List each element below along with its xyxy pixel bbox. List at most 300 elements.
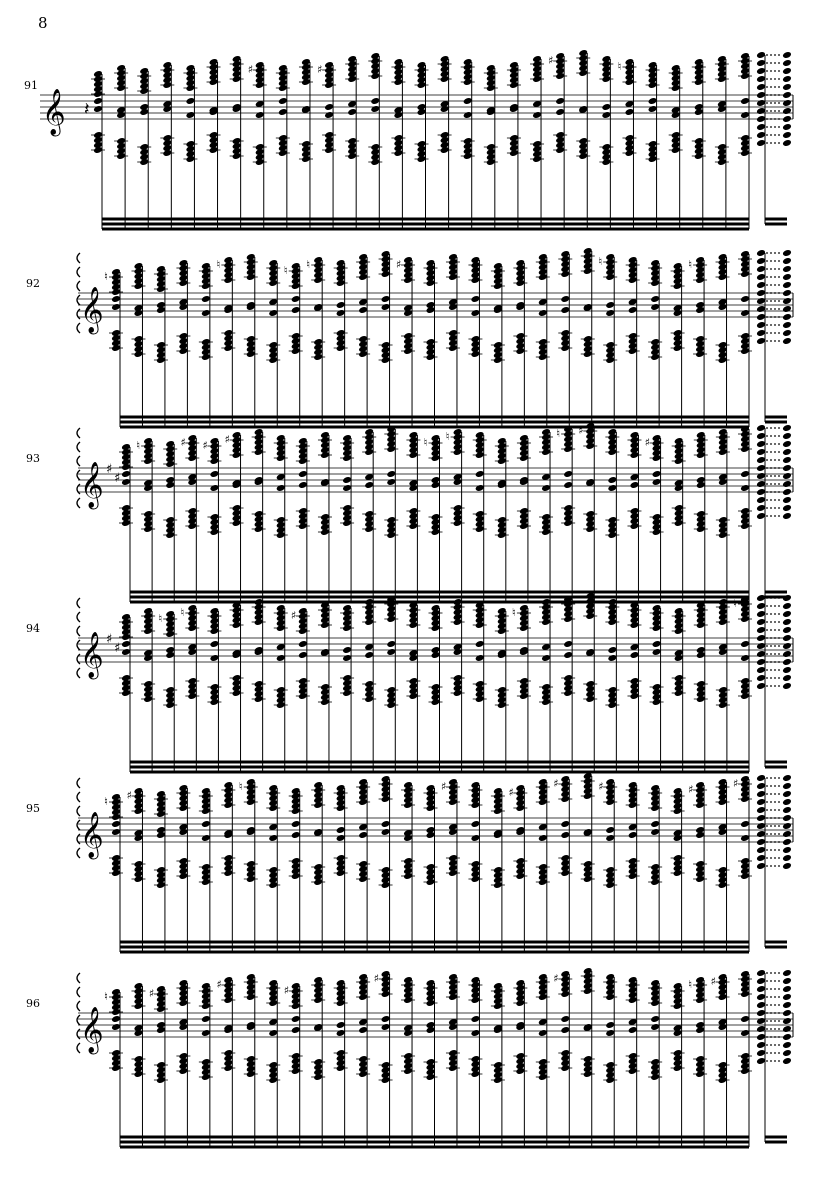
notehead xyxy=(782,1049,792,1057)
augmentation-dot xyxy=(766,268,768,270)
augmentation-dot xyxy=(766,324,768,326)
augmentation-dot xyxy=(766,653,768,655)
augmentation-dot xyxy=(770,78,772,80)
augmentation-dot xyxy=(770,677,772,679)
notehead xyxy=(756,650,766,658)
augmentation-dot xyxy=(766,637,768,639)
augmentation-dot xyxy=(778,1060,780,1062)
notehead xyxy=(756,504,766,512)
notehead xyxy=(740,484,750,492)
notehead xyxy=(475,640,485,648)
augmentation-dot xyxy=(766,1036,768,1038)
augmentation-dot xyxy=(778,332,780,334)
notehead xyxy=(381,828,391,836)
notehead xyxy=(782,806,792,814)
augmentation-dot xyxy=(770,653,772,655)
notehead xyxy=(541,654,551,662)
augmentation-dot xyxy=(770,785,772,787)
augmentation-dot xyxy=(770,1044,772,1046)
notehead xyxy=(324,111,334,119)
notehead xyxy=(756,273,766,281)
notehead xyxy=(121,648,131,656)
notehead xyxy=(782,626,792,634)
augmentation-dot xyxy=(774,70,776,72)
augmentation-dot xyxy=(778,801,780,803)
augmentation-dot xyxy=(770,865,772,867)
notehead xyxy=(276,484,286,492)
notehead xyxy=(111,820,121,828)
notehead xyxy=(756,123,766,131)
augmentation-dot xyxy=(770,94,772,96)
notehead xyxy=(201,820,211,828)
notehead xyxy=(756,1017,766,1025)
notehead xyxy=(756,658,766,666)
notehead xyxy=(756,822,766,830)
notehead xyxy=(628,1026,638,1034)
natural-icon: ♮ xyxy=(104,270,108,283)
notehead xyxy=(782,838,792,846)
treble-clef-icon: 𝄞 xyxy=(80,1007,104,1053)
augmentation-dot xyxy=(774,467,776,469)
notehead xyxy=(652,648,662,656)
notehead xyxy=(740,1015,750,1023)
notehead xyxy=(650,1023,660,1031)
notehead xyxy=(782,674,792,682)
notehead xyxy=(563,470,573,478)
notehead xyxy=(782,618,792,626)
notehead xyxy=(756,774,766,782)
notehead xyxy=(756,642,766,650)
sharp-icon: ♯ xyxy=(180,436,186,449)
augmentation-dot xyxy=(774,443,776,445)
notehead xyxy=(756,1025,766,1033)
augmentation-dot xyxy=(770,817,772,819)
augmentation-dot xyxy=(770,793,772,795)
notehead xyxy=(782,610,792,618)
notehead xyxy=(782,594,792,602)
augmentation-dot xyxy=(770,1012,772,1014)
augmentation-dot xyxy=(774,801,776,803)
augmentation-dot xyxy=(766,260,768,262)
augmentation-dot xyxy=(766,86,768,88)
augmentation-dot xyxy=(774,435,776,437)
augmentation-dot xyxy=(774,1036,776,1038)
notehead xyxy=(358,831,368,839)
augmentation-dot xyxy=(778,677,780,679)
notehead xyxy=(782,432,792,440)
augmentation-dot xyxy=(766,677,768,679)
measure-number: 93 xyxy=(26,452,40,465)
beam xyxy=(120,941,749,944)
augmentation-dot xyxy=(766,621,768,623)
augmentation-dot xyxy=(778,1004,780,1006)
augmentation-dot xyxy=(778,340,780,342)
sharp-icon: ♯ xyxy=(548,54,554,67)
notehead xyxy=(756,1057,766,1065)
notehead xyxy=(342,484,352,492)
augmentation-dot xyxy=(774,110,776,112)
notehead xyxy=(740,820,750,828)
treble-clef-icon: 𝄞 xyxy=(80,632,104,678)
notehead xyxy=(186,111,196,119)
augmentation-dot xyxy=(766,801,768,803)
notehead xyxy=(756,969,766,977)
augmentation-dot xyxy=(770,252,772,254)
augmentation-dot xyxy=(778,597,780,599)
augmentation-dot xyxy=(766,308,768,310)
augmentation-dot xyxy=(774,260,776,262)
augmentation-dot xyxy=(778,268,780,270)
tie-arc xyxy=(77,612,80,622)
augmentation-dot xyxy=(778,980,780,982)
augmentation-dot xyxy=(778,833,780,835)
notehead xyxy=(276,654,286,662)
augmentation-dot xyxy=(770,260,772,262)
augmentation-dot xyxy=(774,142,776,144)
notehead xyxy=(782,1001,792,1009)
notehead xyxy=(756,115,766,123)
augmentation-dot xyxy=(778,284,780,286)
notehead xyxy=(625,108,635,116)
augmentation-dot xyxy=(766,685,768,687)
augmentation-dot xyxy=(766,126,768,128)
augmentation-dot xyxy=(766,1004,768,1006)
augmentation-dot xyxy=(766,252,768,254)
augmentation-dot xyxy=(774,1020,776,1022)
augmentation-dot xyxy=(774,833,776,835)
notehead xyxy=(756,59,766,67)
beam xyxy=(102,218,749,221)
notehead xyxy=(756,1001,766,1009)
measure-number: 92 xyxy=(26,277,40,290)
augmentation-dot xyxy=(770,1004,772,1006)
augmentation-dot xyxy=(778,817,780,819)
notehead xyxy=(756,424,766,432)
notehead xyxy=(652,470,662,478)
augmentation-dot xyxy=(778,507,780,509)
notehead xyxy=(782,1033,792,1041)
notehead xyxy=(121,478,131,486)
notehead xyxy=(756,488,766,496)
notehead xyxy=(607,476,617,484)
notehead xyxy=(560,295,570,303)
notehead xyxy=(782,273,792,281)
augmentation-dot xyxy=(778,841,780,843)
augmentation-dot xyxy=(766,134,768,136)
augmentation-dot xyxy=(778,292,780,294)
notehead xyxy=(336,309,346,317)
augmentation-dot xyxy=(766,78,768,80)
notehead xyxy=(756,131,766,139)
augmentation-dot xyxy=(774,661,776,663)
notehead xyxy=(93,97,103,105)
augmentation-dot xyxy=(774,1012,776,1014)
augmentation-dot xyxy=(774,621,776,623)
augmentation-dot xyxy=(766,785,768,787)
notehead xyxy=(782,99,792,107)
augmentation-dot xyxy=(766,54,768,56)
augmentation-dot xyxy=(778,621,780,623)
augmentation-dot xyxy=(770,809,772,811)
augmentation-dot xyxy=(778,629,780,631)
notehead xyxy=(756,634,766,642)
notehead xyxy=(756,814,766,822)
notehead xyxy=(756,977,766,985)
augmentation-dot xyxy=(778,637,780,639)
notehead xyxy=(782,281,792,289)
beam xyxy=(765,1141,787,1144)
notehead xyxy=(605,1029,615,1037)
augmentation-dot xyxy=(778,669,780,671)
augmentation-dot xyxy=(778,1036,780,1038)
beam xyxy=(120,1141,749,1144)
notehead xyxy=(756,432,766,440)
notehead xyxy=(364,481,374,489)
notehead xyxy=(111,828,121,836)
augmentation-dot xyxy=(766,451,768,453)
augmentation-dot xyxy=(774,1052,776,1054)
augmentation-dot xyxy=(766,499,768,501)
beam xyxy=(120,1146,749,1149)
augmentation-dot xyxy=(774,86,776,88)
notehead xyxy=(336,826,346,834)
augmentation-dot xyxy=(778,435,780,437)
augmentation-dot xyxy=(770,54,772,56)
augmentation-dot xyxy=(774,118,776,120)
notehead xyxy=(756,798,766,806)
treble-clef-icon: 𝄞 xyxy=(80,812,104,858)
notehead xyxy=(740,470,750,478)
notehead xyxy=(342,476,352,484)
augmentation-dot xyxy=(766,669,768,671)
augmentation-dot xyxy=(766,857,768,859)
notehead xyxy=(471,820,481,828)
augmentation-dot xyxy=(778,1012,780,1014)
notehead xyxy=(560,1026,570,1034)
notehead xyxy=(605,309,615,317)
notehead xyxy=(336,1021,346,1029)
notehead xyxy=(381,303,391,311)
sharp-icon: ♯ xyxy=(317,63,323,76)
notehead xyxy=(782,91,792,99)
sharp-icon: ♯ xyxy=(598,780,604,793)
notehead xyxy=(782,512,792,520)
augmentation-dot xyxy=(770,507,772,509)
system-95 xyxy=(26,772,793,954)
augmentation-dot xyxy=(774,284,776,286)
augmentation-dot xyxy=(774,785,776,787)
natural-icon: ♮ xyxy=(445,430,450,443)
natural-icon: ♮ xyxy=(136,439,141,452)
augmentation-dot xyxy=(770,443,772,445)
augmentation-dot xyxy=(770,300,772,302)
augmentation-dot xyxy=(774,491,776,493)
beam xyxy=(130,591,749,594)
notehead xyxy=(560,1015,570,1023)
augmentation-dot xyxy=(774,972,776,974)
augmentation-dot xyxy=(770,276,772,278)
augmentation-dot xyxy=(774,849,776,851)
augmentation-dot xyxy=(770,70,772,72)
notehead xyxy=(782,115,792,123)
natural-icon: ♮ xyxy=(423,436,428,449)
notehead xyxy=(370,105,380,113)
notehead xyxy=(650,303,660,311)
notehead xyxy=(201,834,211,842)
augmentation-dot xyxy=(766,809,768,811)
augmentation-dot xyxy=(778,857,780,859)
sharp-icon: ♯ xyxy=(508,786,514,799)
augmentation-dot xyxy=(778,865,780,867)
augmentation-dot xyxy=(778,276,780,278)
notehead xyxy=(740,640,750,648)
notehead xyxy=(782,83,792,91)
notehead xyxy=(782,798,792,806)
notehead xyxy=(782,464,792,472)
notehead xyxy=(650,828,660,836)
notehead xyxy=(782,448,792,456)
notehead xyxy=(782,257,792,265)
notehead xyxy=(782,131,792,139)
augmentation-dot xyxy=(778,645,780,647)
augmentation-dot xyxy=(770,669,772,671)
measure-number: 95 xyxy=(26,802,40,815)
augmentation-dot xyxy=(766,459,768,461)
augmentation-dot xyxy=(770,777,772,779)
augmentation-dot xyxy=(770,972,772,974)
notehead xyxy=(782,59,792,67)
beam xyxy=(130,601,749,604)
sharp-icon: ♯ xyxy=(644,436,650,449)
augmentation-dot xyxy=(774,292,776,294)
notehead xyxy=(756,602,766,610)
augmentation-dot xyxy=(778,1044,780,1046)
augmentation-dot xyxy=(774,1004,776,1006)
notehead xyxy=(756,75,766,83)
augmentation-dot xyxy=(766,1060,768,1062)
notehead xyxy=(563,651,573,659)
notehead xyxy=(756,91,766,99)
tie-arc xyxy=(77,987,80,997)
augmentation-dot xyxy=(766,102,768,104)
notehead xyxy=(386,640,396,648)
notehead xyxy=(782,790,792,798)
augmentation-dot xyxy=(766,467,768,469)
notehead xyxy=(555,108,565,116)
notehead xyxy=(650,820,660,828)
augmentation-dot xyxy=(770,483,772,485)
augmentation-dot xyxy=(778,1020,780,1022)
notehead xyxy=(782,297,792,305)
tie-arc xyxy=(77,778,80,788)
notehead xyxy=(756,1009,766,1017)
augmentation-dot xyxy=(774,597,776,599)
augmentation-dot xyxy=(770,62,772,64)
augmentation-dot xyxy=(766,62,768,64)
augmentation-dot xyxy=(766,491,768,493)
augmentation-dot xyxy=(770,102,772,104)
notehead xyxy=(756,297,766,305)
notehead xyxy=(475,484,485,492)
notehead xyxy=(121,640,131,648)
notehead xyxy=(298,481,308,489)
augmentation-dot xyxy=(770,134,772,136)
beam xyxy=(102,223,749,226)
augmentation-dot xyxy=(778,459,780,461)
augmentation-dot xyxy=(770,849,772,851)
beam xyxy=(102,228,749,231)
notehead xyxy=(291,1015,301,1023)
augmentation-dot xyxy=(774,268,776,270)
sharp-icon: ♯ xyxy=(373,972,379,985)
notehead xyxy=(201,1015,211,1023)
notehead xyxy=(756,610,766,618)
notehead xyxy=(475,470,485,478)
notehead xyxy=(628,306,638,314)
notehead xyxy=(298,470,308,478)
notehead xyxy=(782,985,792,993)
treble-clef-icon: 𝄞 xyxy=(42,89,66,135)
notehead xyxy=(782,1057,792,1065)
notehead xyxy=(782,846,792,854)
augmentation-dot xyxy=(770,435,772,437)
notehead xyxy=(652,478,662,486)
augmentation-dot xyxy=(778,777,780,779)
notehead xyxy=(538,309,548,317)
tie-arc xyxy=(77,428,80,438)
augmentation-dot xyxy=(774,809,776,811)
augmentation-dot xyxy=(778,427,780,429)
augmentation-dot xyxy=(766,645,768,647)
notehead xyxy=(782,305,792,313)
augmentation-dot xyxy=(778,126,780,128)
sharp-icon: ♯ xyxy=(126,789,132,802)
augmentation-dot xyxy=(774,841,776,843)
notehead xyxy=(782,830,792,838)
augmentation-dot xyxy=(770,685,772,687)
notehead xyxy=(648,97,658,105)
tie-arc xyxy=(77,792,80,802)
treble-clef-icon: 𝄞 xyxy=(80,462,104,508)
augmentation-dot xyxy=(778,467,780,469)
augmentation-dot xyxy=(770,621,772,623)
system-91 xyxy=(24,49,793,231)
augmentation-dot xyxy=(778,451,780,453)
notehead xyxy=(471,834,481,842)
notehead xyxy=(560,831,570,839)
augmentation-dot xyxy=(778,308,780,310)
notehead xyxy=(268,1029,278,1037)
notehead xyxy=(782,814,792,822)
beam xyxy=(120,946,749,949)
augmentation-dot xyxy=(770,284,772,286)
notehead xyxy=(291,306,301,314)
sharp-icon: ♯ xyxy=(224,433,230,446)
notehead xyxy=(782,1017,792,1025)
beam xyxy=(765,946,787,949)
sharp-icon: ♯ xyxy=(733,777,739,790)
notehead xyxy=(756,448,766,456)
augmentation-dot xyxy=(770,427,772,429)
augmentation-dot xyxy=(770,996,772,998)
notehead xyxy=(381,1023,391,1031)
beam xyxy=(120,1136,749,1139)
augmentation-dot xyxy=(774,988,776,990)
notehead xyxy=(756,496,766,504)
augmentation-dot xyxy=(766,793,768,795)
augmentation-dot xyxy=(770,841,772,843)
sharp-icon: ♯ xyxy=(106,462,113,477)
